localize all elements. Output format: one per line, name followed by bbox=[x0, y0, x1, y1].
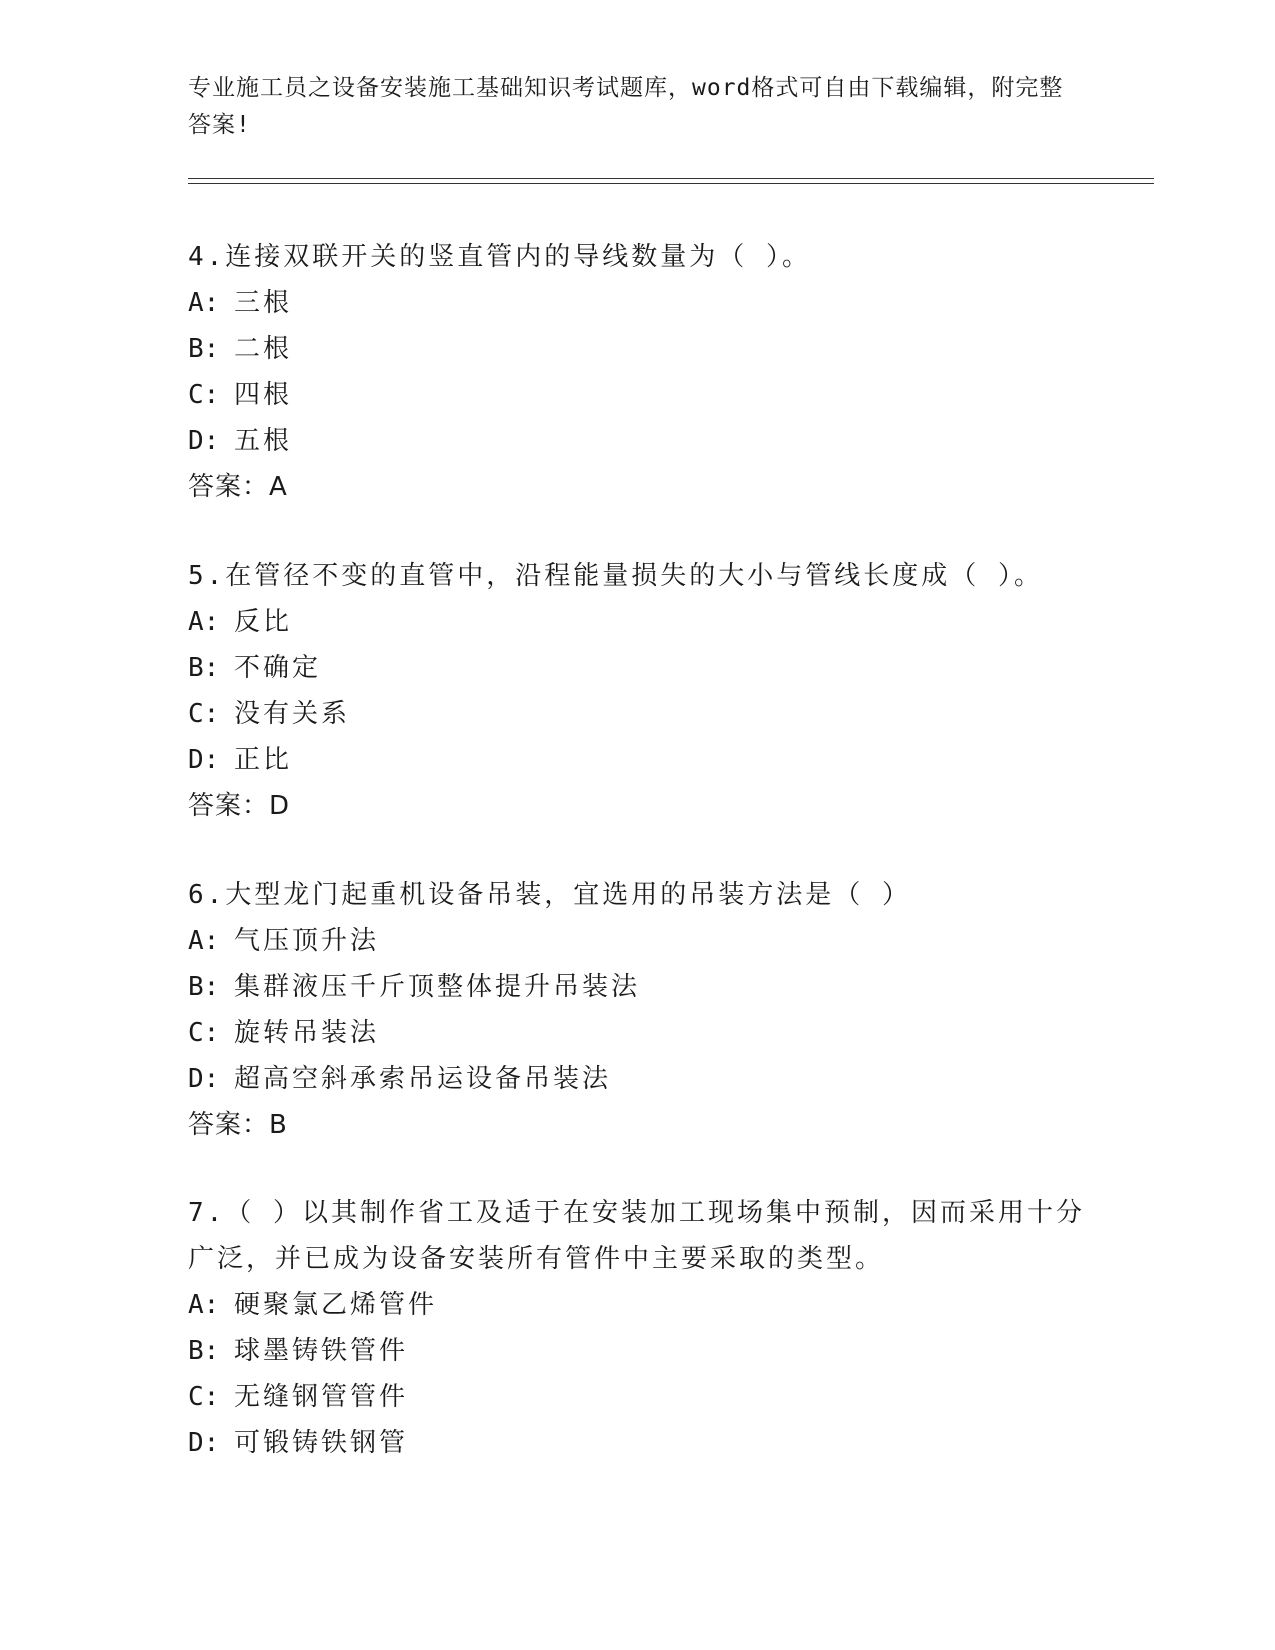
question-stem: 6.大型龙门起重机设备吊装，宜选用的吊装方法是（ ） bbox=[188, 880, 911, 910]
question-6 bbox=[188, 872, 1088, 1148]
option-a bbox=[188, 280, 1088, 326]
option-text: 四根 bbox=[234, 380, 293, 410]
option-letter: A: bbox=[188, 288, 220, 318]
answer-line: 答案：A bbox=[188, 472, 288, 502]
option-text: 气压顶升法 bbox=[234, 926, 380, 956]
option-text: 反比 bbox=[234, 607, 293, 637]
question-stem: 5.在管径不变的直管中，沿程能量损失的大小与管线长度成（ ）。 bbox=[188, 561, 1043, 591]
option-text: 三根 bbox=[234, 288, 293, 318]
question-4 bbox=[188, 234, 1088, 510]
option-b bbox=[188, 1328, 1088, 1374]
option-text: 无缝钢管管件 bbox=[234, 1382, 409, 1412]
option-letter: B: bbox=[188, 334, 220, 364]
option-c bbox=[188, 1374, 1088, 1420]
option-d bbox=[188, 1420, 1088, 1466]
option-b bbox=[188, 645, 1088, 691]
option-c bbox=[188, 372, 1088, 418]
option-letter: A: bbox=[188, 607, 220, 637]
option-b bbox=[188, 326, 1088, 372]
document-header: 专业施工员之设备安装施工基础知识考试题库，word格式可自由下载编辑，附完整答案! bbox=[188, 75, 1064, 138]
answer-line: 答案：D bbox=[188, 791, 291, 821]
option-d bbox=[188, 737, 1088, 783]
option-letter: C: bbox=[188, 380, 220, 410]
option-a bbox=[188, 1282, 1088, 1328]
option-letter: D: bbox=[188, 426, 220, 456]
header-divider-top bbox=[188, 178, 1154, 179]
header-divider-bottom bbox=[188, 183, 1154, 184]
option-text: 可锻铸铁钢管 bbox=[234, 1428, 409, 1458]
question-stem: 7.（ ）以其制作省工及适于在安装加工现场集中预制，因而采用十分广泛，并已成为设备安装所有管件中主要采取的类型。 bbox=[188, 1198, 1085, 1274]
option-letter: B: bbox=[188, 653, 220, 683]
option-letter: A: bbox=[188, 926, 220, 956]
option-letter: C: bbox=[188, 1018, 220, 1048]
option-letter: D: bbox=[188, 1428, 220, 1458]
option-letter: A: bbox=[188, 1290, 220, 1320]
option-letter: D: bbox=[188, 1064, 220, 1094]
option-c bbox=[188, 691, 1088, 737]
option-text: 正比 bbox=[234, 745, 293, 775]
option-a bbox=[188, 918, 1088, 964]
option-text: 球墨铸铁管件 bbox=[234, 1336, 409, 1366]
question-5 bbox=[188, 553, 1088, 829]
option-letter: C: bbox=[188, 1382, 220, 1412]
option-a bbox=[188, 599, 1088, 645]
option-letter: B: bbox=[188, 972, 220, 1002]
option-text: 二根 bbox=[234, 334, 293, 364]
option-letter: D: bbox=[188, 745, 220, 775]
option-text: 五根 bbox=[234, 426, 293, 456]
option-c bbox=[188, 1010, 1088, 1056]
option-text: 硬聚氯乙烯管件 bbox=[234, 1290, 438, 1320]
answer-line: 答案：B bbox=[188, 1110, 288, 1140]
option-b bbox=[188, 964, 1088, 1010]
option-d bbox=[188, 1056, 1088, 1102]
question-7 bbox=[188, 1190, 1088, 1466]
question-stem: 4.连接双联开关的竖直管内的导线数量为（ ）。 bbox=[188, 242, 811, 272]
option-text: 旋转吊装法 bbox=[234, 1018, 380, 1048]
option-text: 没有关系 bbox=[234, 699, 351, 729]
option-letter: C: bbox=[188, 699, 220, 729]
option-text: 超高空斜承索吊运设备吊装法 bbox=[234, 1064, 612, 1094]
option-d bbox=[188, 418, 1088, 464]
option-text: 集群液压千斤顶整体提升吊装法 bbox=[234, 972, 641, 1002]
option-text: 不确定 bbox=[234, 653, 322, 683]
option-letter: B: bbox=[188, 1336, 220, 1366]
